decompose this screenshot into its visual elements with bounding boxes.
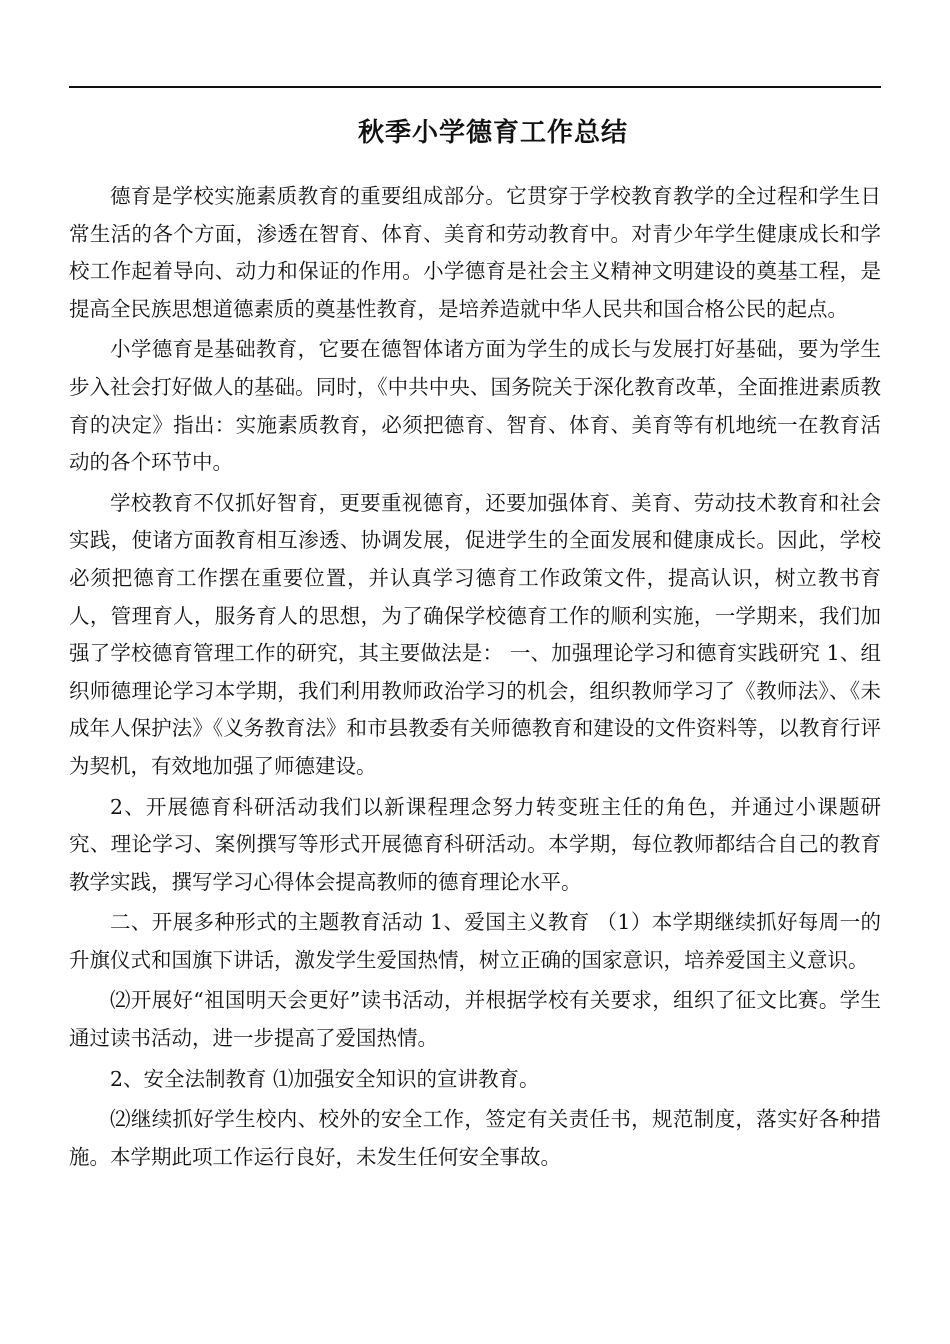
paragraph-8: ⑵继续抓好学生校内、校外的安全工作，签定有关责任书，规范制度，落实好各种措施。本学期此项工作运行良好，未发生任何安全事故。 [69,1107,881,1169]
paragraph-4: 2、开展德育科研活动我们以新课程理念努力转变班主任的角色，并通过小课题研究、理论学习、案例撰写等形式开展德育科研活动。本学期，每位教师都结合自己的教育教学实践，撰写学习心得体会提高教师的德育理论水平。 [69,794,881,894]
document-body [69,178,881,1179]
paragraph-2: 小学德育是基础教育，它要在德智体诸方面为学生的成长与发展打好基础，要为学生步入社会打好做人的基础。同时，《中共中央、国务院关于深化教育改革，全面推进素质教育的决定》指出：实施素质教育，必须把德育、智育、体育、美育等有机地统一在教育活动的各个环节中。 [69,337,881,475]
header-rule [69,86,881,88]
paragraph-3: 学校教育不仅抓好智育，更要重视德育，还要加强体育、美育、劳动技术教育和社会实践，使诸方面教育相互渗透、协调发展，促进学生的全面发展和健康成长。因此，学校必须把德育工作摆在重要位置，并认真学习德育工作政策文件，提高认识，树立教书育人，管理育人，服务育人的思想，为了确保学校德育工作的顺利实施，一学期来，我们加强了学校德育管理工作的研究，其主要做法是： 一、加强理论学习和德育实践研究 1、组织师德理论学习本学期，我们利用教师政治学习的机会，组织教师学习了《教师法》、《未成年人保护法》《义务教育法》和市县教委有关师德教育和建设的文件资料等，以教育行评为契机，有效地加强了师德建设。 [69,490,881,778]
paragraph-5: 二、开展多种形式的主题教育活动 1、爱国主义教育 （1）本学期继续抓好每周一的升旗仪式和国旗下讲话，激发学生爱国热情，树立正确的国家意识，培养爱国主义意识。 [69,910,881,972]
paragraph-1: 德育是学校实施素质教育的重要组成部分。它贯穿于学校教育教学的全过程和学生日常生活的各个方面，渗透在智育、体育、美育和劳动教育中。对青少年学生健康成长和学校工作起着导向、动力和保证的作用。小学德育是社会主义精神文明建设的奠基工程，是提高全民族思想道德素质的奠基性教育，是培养造就中华人民共和国合格公民的起点。 [69,184,881,321]
document-title: 秋季小学德育工作总结 [357,118,628,149]
paragraph-6: ⑵开展好“祖国明天会更好”读书活动，并根据学校有关要求，组织了征文比赛。学生通过读书活动，进一步提高了爱国热情。 [69,988,881,1051]
paragraph-7: 2、安全法制教育 ⑴加强安全知识的宣讲教育。 [110,1066,540,1091]
